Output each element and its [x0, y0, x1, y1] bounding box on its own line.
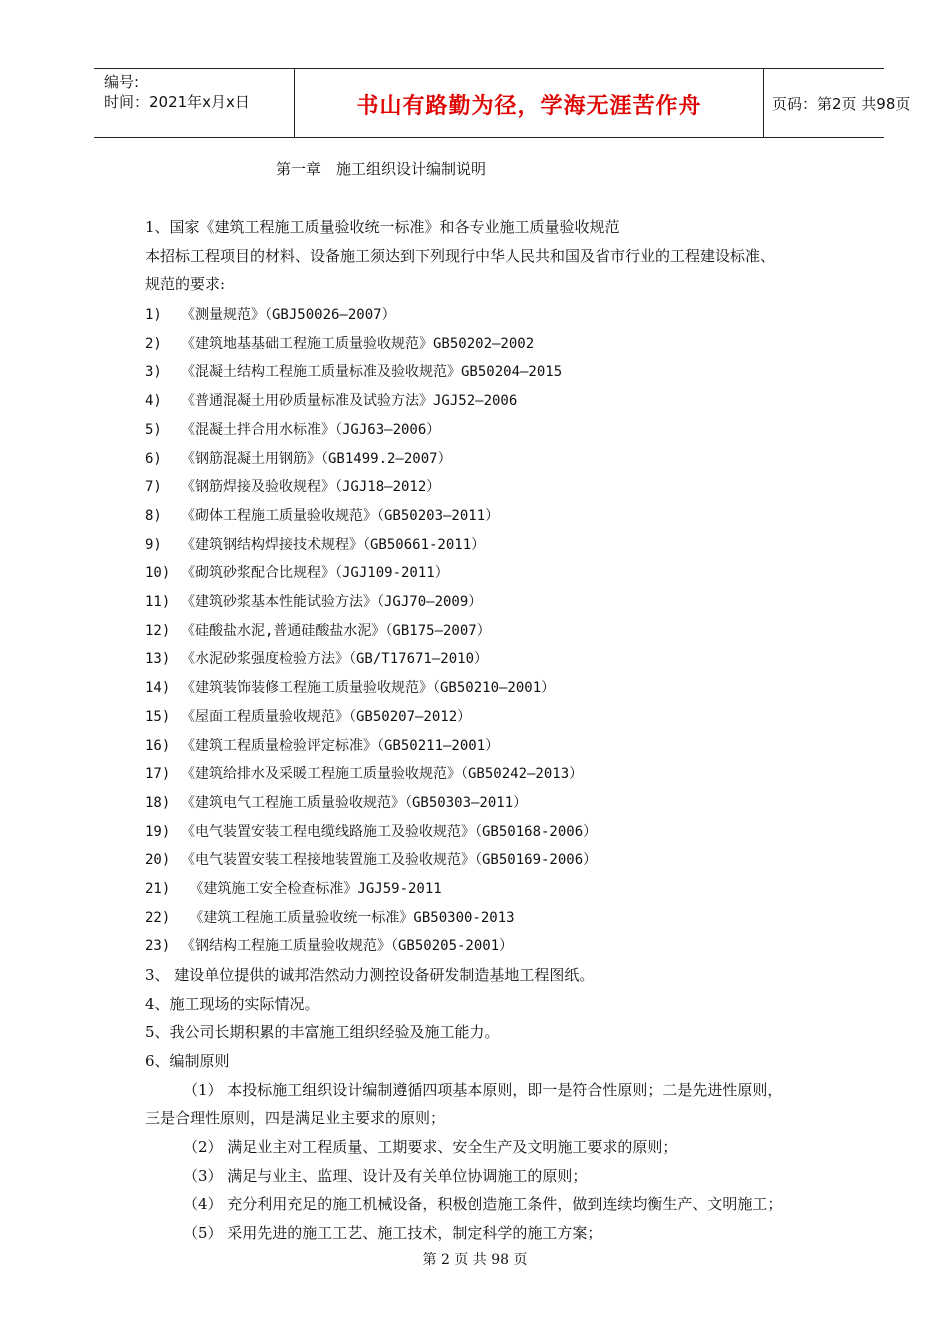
standard-item	[145, 792, 527, 812]
standard-text: 《混凝土拌合用水标准》（JGJ63—2006）	[181, 422, 441, 438]
standard-number: 16)	[145, 738, 171, 754]
standard-item	[145, 763, 583, 783]
standard-item	[145, 907, 515, 927]
standard-item	[145, 390, 517, 410]
standard-text: 《建筑工程质量检验评定标准》（GB50211—2001）	[181, 738, 500, 754]
standard-text: 《建筑给排水及采暖工程施工质量验收规范》（GB50242—2013）	[181, 766, 584, 782]
standard-text: 《普通混凝土用砂质量标准及试验方法》JGJ52—2006	[181, 393, 518, 409]
standard-item	[145, 333, 534, 353]
standard-text: 《水泥砂浆强度检验方法》（GB/T17671—2010）	[181, 651, 489, 667]
standard-number: 2)	[145, 336, 162, 352]
principle-3: （3） 满足与业主、监理、设计及有关单位协调施工的原则；	[183, 1167, 588, 1185]
standard-text: 《测量规范》（GBJ50026—2007）	[181, 307, 396, 323]
standard-text: 《钢筋焊接及验收规程》（JGJ18—2012）	[181, 479, 441, 495]
standard-item	[145, 304, 396, 324]
standard-item	[145, 935, 513, 955]
standard-text: 《电气装置安装工程接地装置施工及验收规范》（GB50169-2006）	[181, 852, 598, 868]
standard-number: 9)	[145, 537, 162, 553]
standard-item	[145, 706, 471, 726]
standard-text: 《砌体工程施工质量验收规范》（GB50203—2011）	[181, 508, 500, 524]
standard-item	[145, 677, 555, 697]
section-5-text: 5、我公司长期积累的丰富施工组织经验及施工能力。	[145, 1023, 500, 1041]
standard-item	[145, 448, 452, 468]
standard-item	[145, 591, 482, 611]
header-info-cell	[94, 69, 294, 137]
standard-text: 《钢结构工程施工质量验收规范》（GB50205-2001）	[181, 938, 514, 954]
standard-number: 11)	[145, 594, 171, 610]
section-1-title: 1、国家《建筑工程施工质量验收统一标准》和各专业施工质量验收规范	[145, 218, 620, 236]
page-footer: 第 2 页 共 98 页	[422, 1252, 528, 1268]
header-motto: 书山有路勤为径，学海无涯苦作舟	[356, 94, 702, 119]
standard-text: 《建筑工程施工质量验收统一标准》GB50300-2013	[181, 910, 515, 926]
standard-number: 22)	[145, 910, 171, 926]
standard-number: 23)	[145, 938, 171, 954]
standard-number: 7)	[145, 479, 162, 495]
standard-text: 《建筑电气工程施工质量验收规范》（GB50303—2011）	[181, 795, 528, 811]
standard-item	[145, 735, 499, 755]
intro-text-line-1: 本招标工程项目的材料、设备施工须达到下列现行中华人民共和国及省市行业的工程建设标准、	[145, 247, 776, 265]
principle-1-line-2: 三是合理性原则，四是满足业主要求的原则；	[145, 1109, 446, 1127]
header-motto-cell	[294, 69, 764, 137]
standard-item	[145, 361, 562, 381]
standard-text: 《建筑装饰装修工程施工质量验收规范》（GB50210—2001）	[181, 680, 556, 696]
standard-item	[145, 648, 488, 668]
standard-item	[145, 476, 440, 496]
standard-number: 18)	[145, 795, 171, 811]
standard-number: 3)	[145, 364, 162, 380]
standard-item	[145, 878, 442, 898]
standard-item	[145, 620, 491, 640]
standard-item	[145, 505, 499, 525]
standard-number: 4)	[145, 393, 162, 409]
section-4-text: 4、施工现场的实际情况。	[145, 995, 320, 1013]
document-code-label: 编号:	[104, 73, 140, 91]
standard-number: 8)	[145, 508, 162, 524]
standard-text: 《屋面工程质量验收规范》（GB50207—2012）	[181, 709, 472, 725]
standard-text: 《混凝土结构工程施工质量标准及验收规范》GB50204—2015	[181, 364, 563, 380]
standard-number: 6)	[145, 451, 162, 467]
standard-text: 《建筑钢结构焊接技术规程》（GB50661-2011）	[181, 537, 486, 553]
principle-4: （4） 充分利用充足的施工机械设备，积极创造施工条件，做到连续均衡生产、文明施工；	[183, 1195, 783, 1213]
standard-number: 12)	[145, 623, 171, 639]
principle-2: （2） 满足业主对工程质量、工期要求、安全生产及文明施工要求的原则；	[183, 1138, 678, 1156]
standard-item	[145, 821, 597, 841]
principle-5: （5） 采用先进的施工工艺、施工技术，制定科学的施工方案；	[183, 1224, 603, 1242]
standard-text: 《建筑施工安全检查标准》JGJ59-2011	[181, 881, 442, 897]
standard-text: 《砌筑砂浆配合比规程》（JGJ109-2011）	[181, 565, 449, 581]
standard-item	[145, 534, 485, 554]
principle-1-line-1: （1） 本投标施工组织设计编制遵循四项基本原则，即一是符合性原则；二是先进性原则，	[183, 1081, 783, 1099]
standard-number: 20)	[145, 852, 171, 868]
standard-number: 15)	[145, 709, 171, 725]
header-page-cell	[764, 69, 911, 137]
standard-text: 《钢筋混凝土用钢筋》（GB1499.2—2007）	[181, 451, 452, 467]
header-page-number: 页码：第2页 共98页	[772, 95, 911, 113]
standard-item	[145, 562, 449, 582]
standard-number: 17)	[145, 766, 171, 782]
standard-number: 1)	[145, 307, 162, 323]
standard-number: 19)	[145, 824, 171, 840]
standard-number: 13)	[145, 651, 171, 667]
standard-number: 10)	[145, 565, 171, 581]
section-6-title: 6、编制原则	[145, 1052, 230, 1070]
standard-text: 《电气装置安装工程电缆线路施工及验收规范》（GB50168-2006）	[181, 824, 598, 840]
intro-text-line-2: 规范的要求:	[145, 275, 226, 293]
standard-text: 《建筑砂浆基本性能试验方法》（JGJ70—2009）	[181, 594, 483, 610]
standard-number: 14)	[145, 680, 171, 696]
section-3-text: 3、 建设单位提供的诚邦浩然动力测控设备研发制造基地工程图纸。	[145, 966, 595, 984]
standard-item	[145, 419, 440, 439]
chapter-title: 第一章 施工组织设计编制说明	[276, 160, 487, 178]
standard-item	[145, 849, 597, 869]
standard-text: 《建筑地基基础工程施工质量验收规范》GB50202—2002	[181, 336, 535, 352]
document-time-label: 时间：2021年x月x日	[104, 93, 250, 111]
standard-number: 5)	[145, 422, 162, 438]
standard-text: 《硅酸盐水泥,普通硅酸盐水泥》（GB175—2007）	[181, 623, 491, 639]
page-header	[94, 68, 911, 138]
standard-number: 21)	[145, 881, 171, 897]
